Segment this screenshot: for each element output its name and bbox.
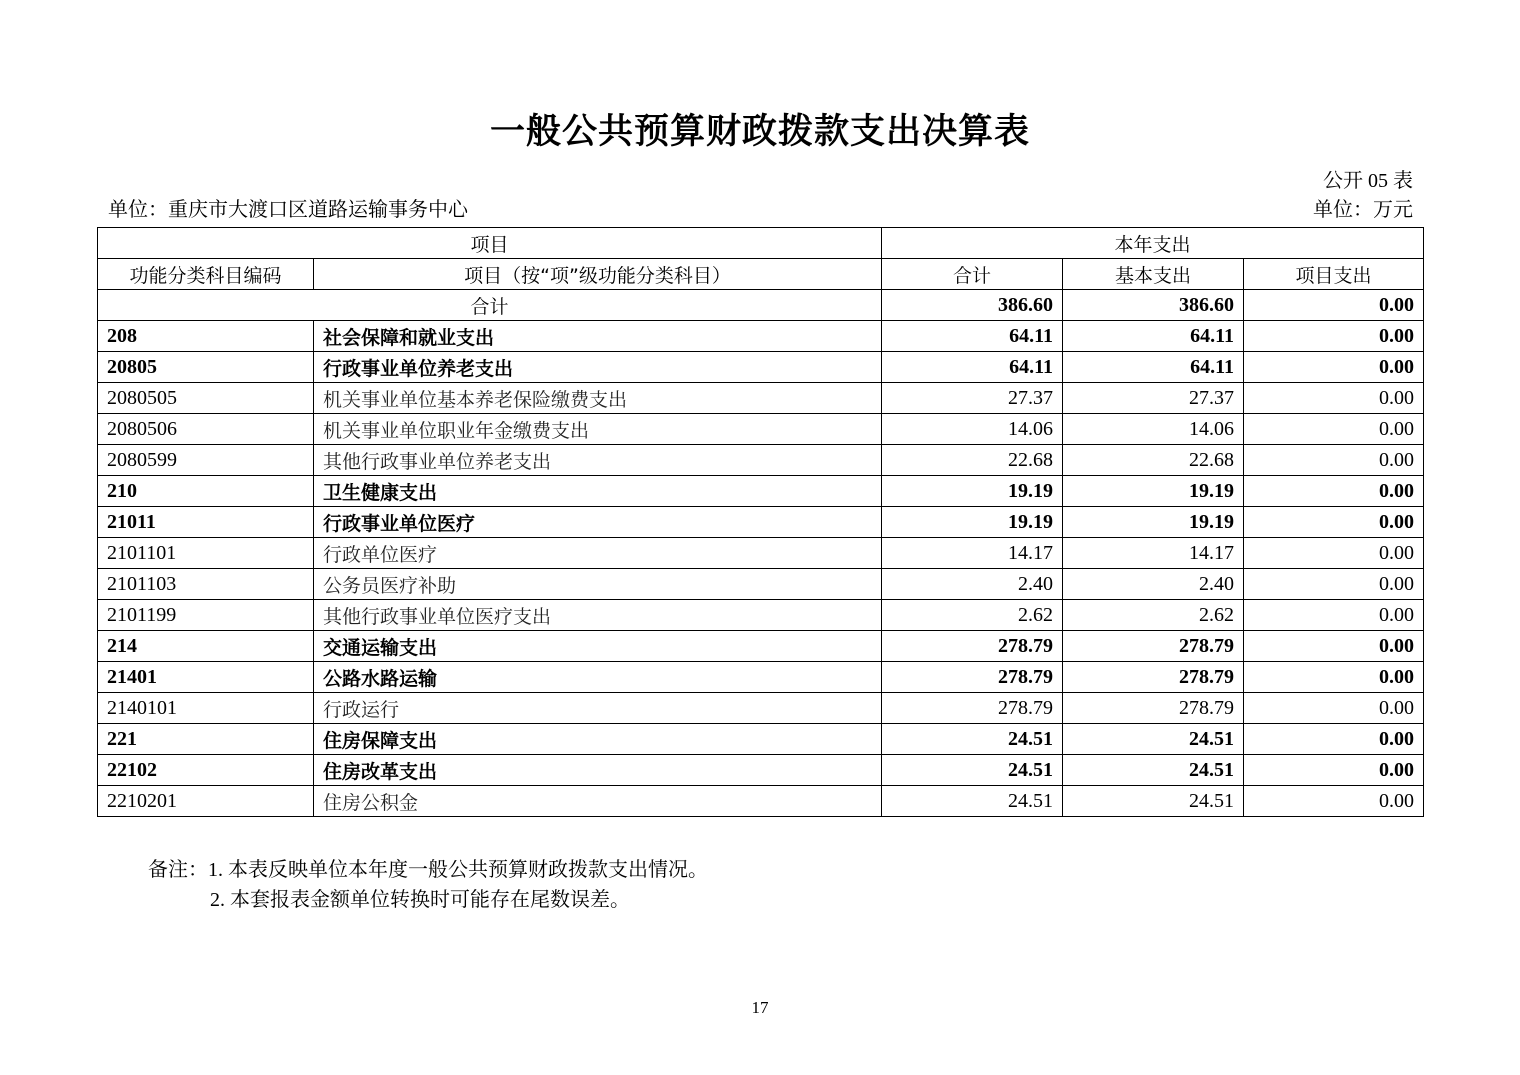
cell-name: 其他行政事业单位医疗支出 <box>314 600 882 631</box>
header-item-group: 项目 <box>98 228 882 259</box>
table-row <box>98 383 1424 414</box>
expenditure-table <box>97 227 1424 817</box>
cell-project: 0.00 <box>1244 569 1424 600</box>
cell-code: 21401 <box>98 662 314 693</box>
form-number: 公开 05 表 <box>1323 170 1413 192</box>
currency-unit: 单位：万元 <box>1313 199 1413 221</box>
cell-name: 卫生健康支出 <box>314 476 882 507</box>
cell-total: 14.06 <box>882 414 1063 445</box>
column-header-row <box>98 259 1424 290</box>
cell-project: 0.00 <box>1244 600 1424 631</box>
cell-code: 21011 <box>98 507 314 538</box>
table-row <box>98 352 1424 383</box>
table-row <box>98 693 1424 724</box>
cell-basic: 24.51 <box>1063 786 1244 817</box>
table-row <box>98 600 1424 631</box>
cell-code: 2080506 <box>98 414 314 445</box>
cell-project: 0.00 <box>1244 538 1424 569</box>
cell-basic: 14.06 <box>1063 414 1244 445</box>
header-code: 功能分类科目编码 <box>98 259 314 290</box>
cell-total: 27.37 <box>882 383 1063 414</box>
note-line-1: 备注：1. 本表反映单位本年度一般公共预算财政拨款支出情况。 <box>148 859 708 881</box>
table-row <box>98 476 1424 507</box>
total-basic: 386.60 <box>1063 290 1244 321</box>
cell-code: 2101103 <box>98 569 314 600</box>
table-row <box>98 786 1424 817</box>
cell-total: 278.79 <box>882 631 1063 662</box>
cell-total: 64.11 <box>882 321 1063 352</box>
cell-basic: 27.37 <box>1063 383 1244 414</box>
cell-name: 住房改革支出 <box>314 755 882 786</box>
cell-total: 22.68 <box>882 445 1063 476</box>
cell-name: 其他行政事业单位养老支出 <box>314 445 882 476</box>
total-project: 0.00 <box>1244 290 1424 321</box>
reporting-unit: 单位：重庆市大渡口区道路运输事务中心 <box>108 199 468 221</box>
group-header-row <box>98 228 1424 259</box>
cell-total: 14.17 <box>882 538 1063 569</box>
table-row <box>98 445 1424 476</box>
cell-project: 0.00 <box>1244 414 1424 445</box>
cell-basic: 64.11 <box>1063 352 1244 383</box>
cell-total: 24.51 <box>882 724 1063 755</box>
cell-basic: 22.68 <box>1063 445 1244 476</box>
header-name: 项目（按“项”级功能分类科目） <box>314 259 882 290</box>
table-row <box>98 569 1424 600</box>
header-total: 合计 <box>882 259 1063 290</box>
cell-project: 0.00 <box>1244 352 1424 383</box>
cell-name: 公务员医疗补助 <box>314 569 882 600</box>
header-basic: 基本支出 <box>1063 259 1244 290</box>
cell-code: 2101101 <box>98 538 314 569</box>
cell-project: 0.00 <box>1244 786 1424 817</box>
cell-name: 交通运输支出 <box>314 631 882 662</box>
cell-project: 0.00 <box>1244 321 1424 352</box>
total-amount: 386.60 <box>882 290 1063 321</box>
cell-total: 24.51 <box>882 786 1063 817</box>
cell-name: 社会保障和就业支出 <box>314 321 882 352</box>
cell-code: 2140101 <box>98 693 314 724</box>
cell-total: 19.19 <box>882 507 1063 538</box>
cell-project: 0.00 <box>1244 445 1424 476</box>
cell-project: 0.00 <box>1244 662 1424 693</box>
cell-basic: 2.62 <box>1063 600 1244 631</box>
cell-basic: 19.19 <box>1063 476 1244 507</box>
cell-project: 0.00 <box>1244 755 1424 786</box>
cell-code: 20805 <box>98 352 314 383</box>
cell-code: 2080599 <box>98 445 314 476</box>
cell-code: 2210201 <box>98 786 314 817</box>
table-row <box>98 662 1424 693</box>
cell-project: 0.00 <box>1244 631 1424 662</box>
header-project: 项目支出 <box>1244 259 1424 290</box>
cell-basic: 278.79 <box>1063 693 1244 724</box>
cell-code: 208 <box>98 321 314 352</box>
total-label: 合计 <box>98 290 882 321</box>
note-line-2: 2. 本套报表金额单位转换时可能存在尾数误差。 <box>210 889 630 911</box>
table-row <box>98 414 1424 445</box>
table-row <box>98 724 1424 755</box>
cell-name: 行政事业单位医疗 <box>314 507 882 538</box>
total-row <box>98 290 1424 321</box>
cell-code: 221 <box>98 724 314 755</box>
cell-total: 278.79 <box>882 693 1063 724</box>
header-current-year-group: 本年支出 <box>882 228 1424 259</box>
cell-basic: 2.40 <box>1063 569 1244 600</box>
cell-name: 行政单位医疗 <box>314 538 882 569</box>
cell-project: 0.00 <box>1244 476 1424 507</box>
cell-basic: 64.11 <box>1063 321 1244 352</box>
cell-name: 住房公积金 <box>314 786 882 817</box>
cell-basic: 278.79 <box>1063 631 1244 662</box>
cell-basic: 278.79 <box>1063 662 1244 693</box>
cell-basic: 19.19 <box>1063 507 1244 538</box>
cell-code: 214 <box>98 631 314 662</box>
table-row <box>98 321 1424 352</box>
cell-basic: 24.51 <box>1063 755 1244 786</box>
table-row <box>98 507 1424 538</box>
cell-name: 行政运行 <box>314 693 882 724</box>
cell-project: 0.00 <box>1244 693 1424 724</box>
cell-project: 0.00 <box>1244 383 1424 414</box>
cell-basic: 14.17 <box>1063 538 1244 569</box>
cell-total: 24.51 <box>882 755 1063 786</box>
cell-name: 住房保障支出 <box>314 724 882 755</box>
cell-total: 2.40 <box>882 569 1063 600</box>
cell-name: 行政事业单位养老支出 <box>314 352 882 383</box>
cell-code: 2101199 <box>98 600 314 631</box>
cell-basic: 24.51 <box>1063 724 1244 755</box>
cell-name: 机关事业单位基本养老保险缴费支出 <box>314 383 882 414</box>
cell-code: 210 <box>98 476 314 507</box>
cell-code: 2080505 <box>98 383 314 414</box>
notes <box>148 855 708 915</box>
table-row <box>98 538 1424 569</box>
table-body <box>98 228 1424 817</box>
cell-total: 64.11 <box>882 352 1063 383</box>
cell-name: 机关事业单位职业年金缴费支出 <box>314 414 882 445</box>
page-title: 一般公共预算财政拨款支出决算表 <box>489 112 1030 152</box>
cell-name: 公路水路运输 <box>314 662 882 693</box>
cell-total: 2.62 <box>882 600 1063 631</box>
cell-project: 0.00 <box>1244 507 1424 538</box>
table-row <box>98 631 1424 662</box>
cell-total: 278.79 <box>882 662 1063 693</box>
cell-project: 0.00 <box>1244 724 1424 755</box>
cell-total: 19.19 <box>882 476 1063 507</box>
table-row <box>98 755 1424 786</box>
page-number: 17 <box>751 998 769 1017</box>
cell-code: 22102 <box>98 755 314 786</box>
